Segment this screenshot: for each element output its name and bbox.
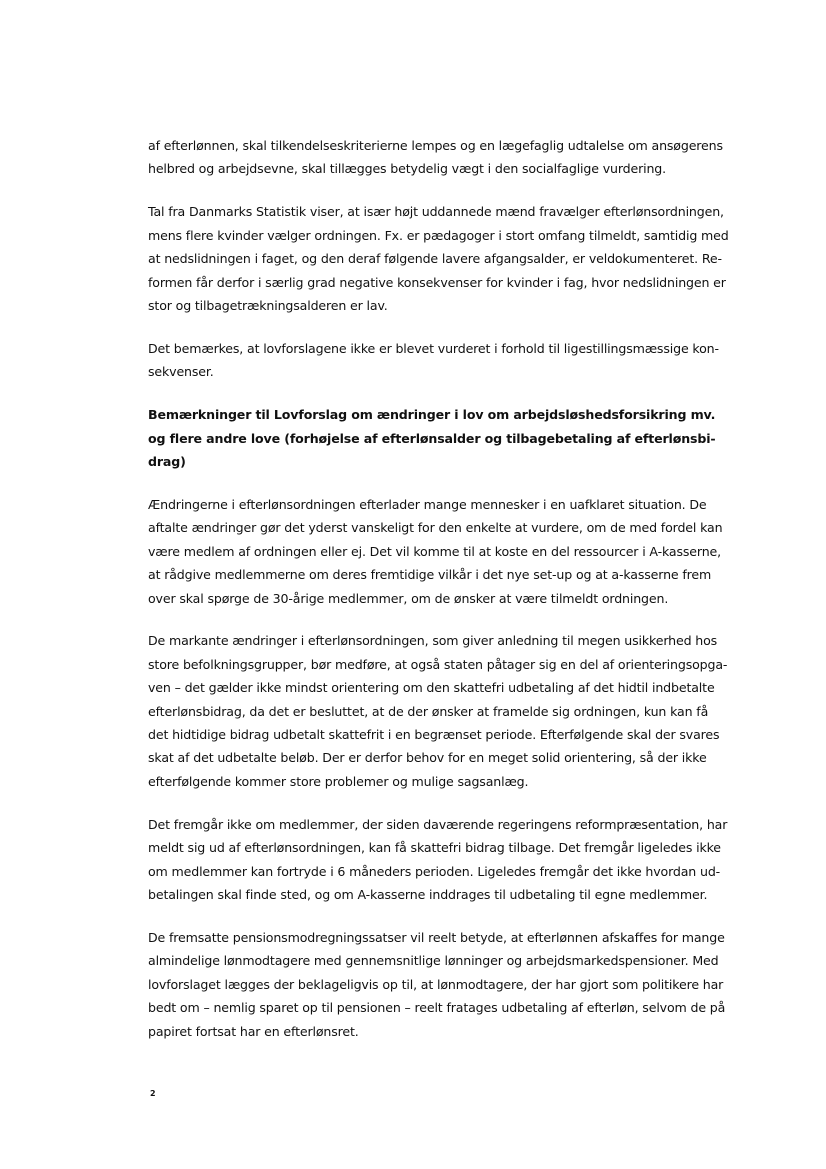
text-line: mens flere kvinder vælger ordningen. Fx. er pædagoger i stort omfang tilmeldt, samtidig med xyxy=(148,227,729,243)
paragraph-eligibility-criteria xyxy=(148,134,723,181)
text-line: sekvenser. xyxy=(148,364,214,380)
text-line: af efterlønnen, skal tilkendelseskriterierne lempes og en lægefaglig udtalelse om ansøgerens xyxy=(148,138,723,153)
text-line: at nedslidningen i faget, og den deraf følgende lavere afgangsalder, er veldokumenteret. Re- xyxy=(148,251,722,267)
text-line: store befolkningsgrupper, bør medføre, at også staten påtager sig en del af orienteringsopga- xyxy=(148,656,728,672)
text-line: være medlem af ordningen eller ej. Det vil komme til at koste en del ressourcer i A-kasserne, xyxy=(148,543,721,559)
text-line: De fremsatte pensionsmodregningssatser vil reelt betyde, at efterlønnen afskaffes for mange xyxy=(148,929,725,945)
text-line: Det fremgår ikke om medlemmer, der siden daværende regeringens reformpræsentation, har xyxy=(148,816,728,832)
text-line: papiret fortsat har en efterlønsret. xyxy=(148,1023,359,1039)
paragraph-equality-assessment xyxy=(148,337,719,384)
text-line: efterfølgende kommer store problemer og mulige sagsanlæg. xyxy=(148,773,529,789)
text-line: at rådgive medlemmerne om deres fremtidige vilkår i det nye set-up og at a-kasserne frem xyxy=(148,567,712,583)
text-line: efterlønsbidrag, da det er besluttet, at de der ønsker at framelde sig ordningen, kun kan få xyxy=(148,703,709,719)
section-heading xyxy=(148,403,716,473)
text-line: Ændringerne i efterlønsordningen efterlader mange mennesker i en uafklaret situation. De xyxy=(148,496,707,512)
text-line: formen får derfor i særlig grad negative konsekvenser for kvinder i fag, hvor nedslidningen er xyxy=(148,274,726,290)
text-line: helbred og arbejdsevne, skal tillægges betydelig vægt i den socialfaglige vurdering. xyxy=(148,161,666,177)
text-line: almindelige lønmodtagere med gennemsnitlige lønninger og arbejdsmarkedspensioner. Med xyxy=(148,953,719,969)
paragraph-pension-offsetting xyxy=(148,926,726,1043)
text-line: betalingen skal finde sted, og om A-kasserne inddrages til udbetaling til egne medlemmer. xyxy=(148,886,708,902)
text-line: skat af det udbetalte beløb. Der er derfor behov for en meget solid orientering, så der ikke xyxy=(148,750,707,766)
text-line: ven – det gælder ikke mindst orientering om den skattefri udbetaling af det hidtil indbetalte xyxy=(148,680,715,696)
paragraph-scheme-changes xyxy=(148,493,723,610)
heading-line: Bemærkninger til Lovforslag om ændringer i lov om arbejdsløshedsforsikring mv. xyxy=(148,407,716,423)
page-number: 2 xyxy=(150,1089,156,1098)
text-line: Tal fra Danmarks Statistik viser, at især højt uddannede mænd fravælger efterlønsordningen, xyxy=(148,204,724,220)
heading-line: og flere andre love (forhøjelse af efterlønsalder og tilbagebetaling af efterlønsbi- xyxy=(148,430,716,446)
text-line: bedt om – nemlig sparet op til pensionen – reelt fratages udbetaling af efterløn, selvom de på xyxy=(148,1000,726,1016)
text-line: lovforslaget lægges der beklageligvis op til, at lønmodtagere, der har gjort som politikere har xyxy=(148,976,724,992)
text-line: aftalte ændringer gør det yderst vanskeligt for den enkelte at vurdere, om de med fordel kan xyxy=(148,520,723,536)
paragraph-statistics xyxy=(148,200,729,317)
paragraph-information-duty xyxy=(148,629,728,793)
text-line: over skal spørge de 30-årige medlemmer, om de ønsker at være tilmeldt ordningen. xyxy=(148,590,669,606)
paragraph-unclear-repayment xyxy=(148,813,728,907)
text-line: meldt sig ud af efterlønsordningen, kan få skattefri bidrag tilbage. Det fremgår ligeledes ikke xyxy=(148,840,721,856)
text-line: Det bemærkes, at lovforslagene ikke er blevet vurderet i forhold til ligestillingsmæssige kon- xyxy=(148,340,719,356)
text-line: stor og tilbagetrækningsalderen er lav. xyxy=(148,297,388,313)
text-line: om medlemmer kan fortryde i 6 måneders perioden. Ligeledes fremgår det ikke hvordan ud- xyxy=(148,863,721,879)
document-body xyxy=(148,134,729,1043)
heading-line: drag) xyxy=(148,453,186,469)
text-line: De markante ændringer i efterlønsordningen, som giver anledning til megen usikkerhed hos xyxy=(148,633,718,649)
text-line: det hidtidige bidrag udbetalt skattefrit i en begrænset periode. Efterfølgende skal der svares xyxy=(148,727,720,743)
